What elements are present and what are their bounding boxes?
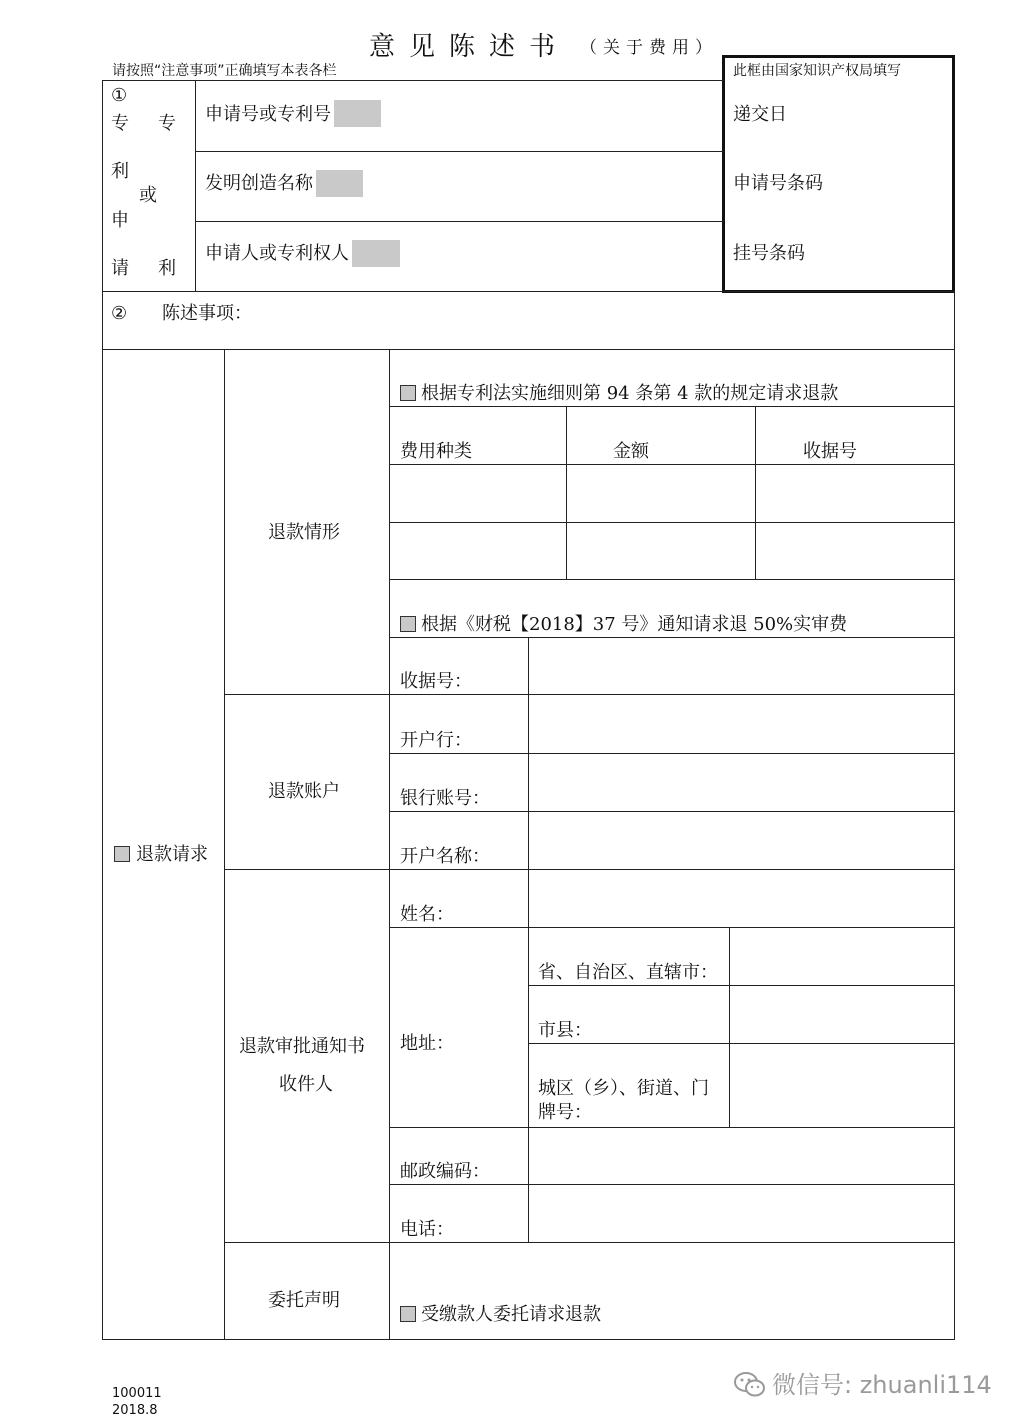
table-left-border <box>102 80 103 1340</box>
rule <box>528 927 529 1127</box>
rule <box>729 927 730 1127</box>
applicant-label: 申请人或专利权人 <box>205 243 349 264</box>
entrust-option-text: 受缴款人委托请求退款 <box>421 1304 601 1325</box>
rule <box>528 1043 955 1044</box>
rule <box>102 291 955 292</box>
rule <box>196 151 724 152</box>
refund-account-label: 退款账户 <box>268 781 340 802</box>
fill-instruction: 请按照“注意事项”正确填写本表各栏 <box>112 63 337 79</box>
rule <box>389 927 955 928</box>
bank-name-label: 开户行： <box>400 730 472 751</box>
account-name-label: 开户名称： <box>400 846 490 867</box>
receipt-number-header: 收据号 <box>803 441 857 462</box>
recipient-name-label: 姓名： <box>400 904 454 925</box>
rule <box>389 464 955 465</box>
redacted-application-number <box>334 100 381 127</box>
street-label-line2: 牌号： <box>538 1102 592 1123</box>
postcode-label: 邮政编码： <box>400 1161 490 1182</box>
rule <box>389 579 955 580</box>
registered-barcode-label: 挂号条码 <box>733 243 805 264</box>
rule <box>389 349 390 1340</box>
redacted-applicant <box>352 240 400 267</box>
phone-label: 电话： <box>400 1219 454 1240</box>
rule <box>224 694 955 695</box>
rule <box>389 406 955 407</box>
rule <box>566 406 567 579</box>
option2-text: 根据《财税【2018】37 号》通知请求退 50%实审费 <box>421 614 848 635</box>
rule <box>195 80 196 291</box>
form-code: 100011 <box>112 1386 162 1401</box>
rule <box>224 1242 955 1243</box>
address-label: 地址： <box>400 1033 454 1054</box>
section2-label: 陈述事项： <box>162 303 252 324</box>
watermark-text: 微信号: zhuanli114 <box>772 1371 992 1399</box>
option1-text: 根据专利法实施细则第 94 条第 4 款的规定请求退款 <box>421 383 839 404</box>
section1-char: 请 <box>111 258 129 279</box>
province-label: 省、自治区、直辖市： <box>538 962 718 983</box>
recipient-label-line1: 退款审批通知书 <box>239 1036 365 1057</box>
rule <box>102 349 955 350</box>
section1-char: 专 <box>158 113 176 134</box>
entrust-checkbox[interactable] <box>400 1306 416 1322</box>
section1-char: 专 <box>111 113 129 134</box>
page-subtitle: （关于费用） <box>580 38 718 58</box>
fee-type-header: 费用种类 <box>400 441 472 462</box>
invention-name-label: 发明创造名称 <box>205 173 313 194</box>
section1-char: 利 <box>111 161 129 182</box>
table-right-border <box>954 291 955 1340</box>
entrust-label: 委托声明 <box>268 1290 340 1311</box>
rule <box>528 637 529 927</box>
submission-date-label: 递交日 <box>733 104 787 125</box>
page-title: 意见陈述书 <box>369 32 570 62</box>
redacted-invention-name <box>316 170 363 197</box>
section1-char: 申 <box>111 210 129 231</box>
refund-request-checkbox[interactable] <box>114 846 130 862</box>
amount-header: 金额 <box>613 441 649 462</box>
rule <box>389 811 955 812</box>
refund-situation-label: 退款情形 <box>268 522 340 543</box>
office-box-heading: 此框由国家知识产权局填写 <box>733 63 901 79</box>
wechat-icon <box>733 1370 767 1400</box>
section2-number: ② <box>111 303 128 324</box>
section1-char: 利 <box>158 258 176 279</box>
table-bottom-border <box>102 1339 955 1340</box>
section1-number: ① <box>111 85 128 106</box>
rule <box>389 753 955 754</box>
section1-char: 或 <box>139 185 157 206</box>
receipt-number-label: 收据号： <box>400 671 472 692</box>
street-label-line1: 城区（乡）、街道、门 <box>538 1078 709 1099</box>
rule <box>389 522 955 523</box>
rule <box>528 985 955 986</box>
option1-checkbox[interactable] <box>400 385 416 401</box>
rule <box>196 221 724 222</box>
rule <box>224 349 225 1340</box>
application-number-label: 申请号或专利号 <box>205 104 331 125</box>
rule <box>389 1127 955 1128</box>
rule <box>755 406 756 579</box>
form-date: 2018.8 <box>112 1403 158 1418</box>
option2-checkbox[interactable] <box>400 616 416 632</box>
city-county-label: 市县： <box>538 1020 592 1041</box>
rule <box>389 1184 955 1185</box>
rule <box>224 869 955 870</box>
rule <box>389 637 955 638</box>
refund-request-label: 退款请求 <box>136 844 208 865</box>
application-barcode-label: 申请号条码 <box>733 173 823 194</box>
account-number-label: 银行账号： <box>400 788 490 809</box>
recipient-label-line2: 收件人 <box>279 1074 333 1095</box>
